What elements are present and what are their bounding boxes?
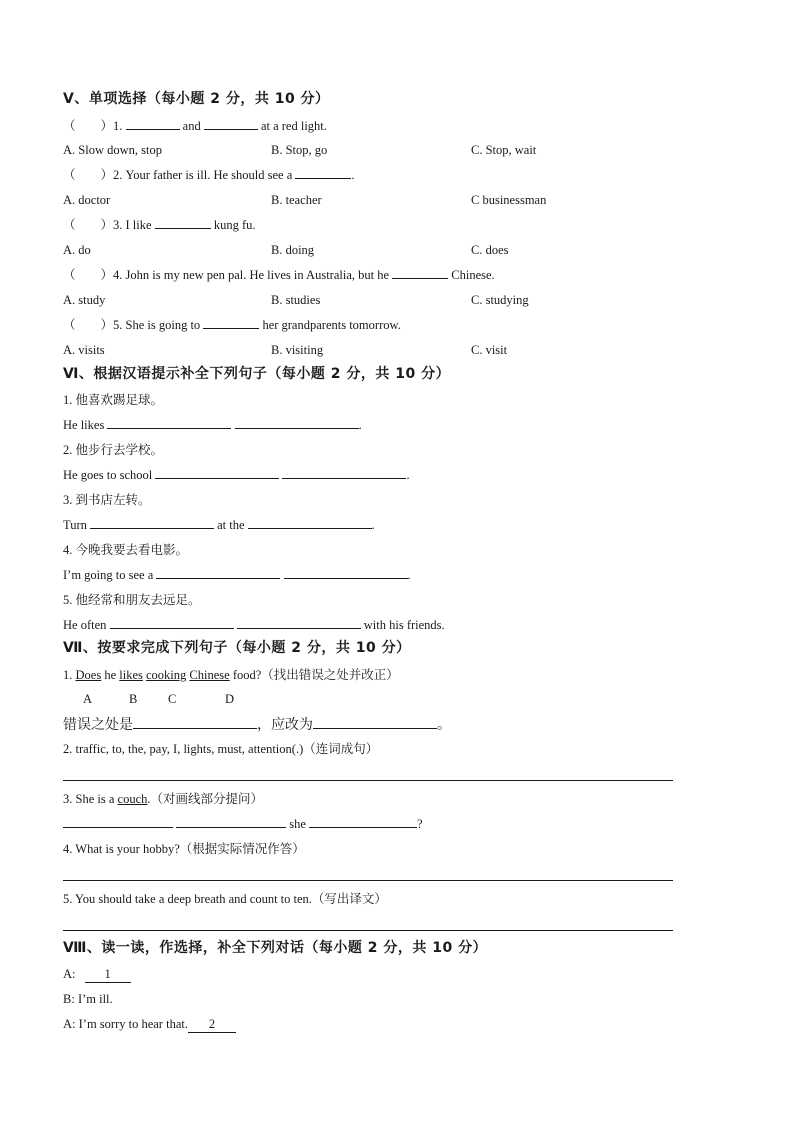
- sentence-text: .: [371, 518, 375, 532]
- question-text: Your father is ill. He should see a: [125, 168, 293, 182]
- answer-line[interactable]: [63, 930, 673, 931]
- section-7-title: Ⅶ、按要求完成下列句子（每小题 2 分，共 10 分）: [63, 640, 411, 656]
- question-number: 2.: [113, 168, 123, 182]
- option-c: C. Stop, wait: [471, 143, 537, 157]
- s5-question-1: [63, 118, 327, 134]
- underlined-word-a: Does: [75, 668, 102, 682]
- answer-text: she: [289, 817, 306, 831]
- s6-chinese-2: 2. 他步行去学校。: [63, 443, 164, 457]
- period: 。: [437, 718, 451, 733]
- s8-dialog-line-1: [63, 966, 131, 983]
- answer-blank[interactable]: [133, 717, 257, 729]
- answer-blank[interactable]: [107, 417, 231, 429]
- dialog-text: I’m ill.: [77, 992, 113, 1006]
- numbered-blank[interactable]: 1: [85, 966, 131, 983]
- s6-chinese-5: 5. 他经常和朋友去远足。: [63, 593, 201, 607]
- answer-blank[interactable]: [155, 467, 279, 479]
- option-b: B. studies: [271, 293, 321, 307]
- sentence-text: He likes: [63, 418, 105, 432]
- answer-blank[interactable]: [295, 167, 351, 179]
- sentence-text: with his friends.: [363, 618, 445, 632]
- option-c: C. studying: [471, 293, 529, 307]
- s5-question-4: [63, 267, 495, 283]
- answer-blank[interactable]: [203, 317, 259, 329]
- option-b: B. Stop, go: [271, 143, 328, 157]
- s7-question-1: [63, 667, 399, 683]
- s6-chinese-4: 4. 今晚我要去看电影。: [63, 543, 189, 557]
- s7-q1-answer: [63, 717, 451, 734]
- answer-blank[interactable]: [204, 118, 258, 130]
- s8-dialog-line-3: [63, 1016, 236, 1033]
- section-5-title: Ⅴ、单项选择（每小题 2 分，共 10 分）: [63, 91, 330, 107]
- question-text: Chinese.: [451, 268, 495, 282]
- sentence-text: I’m going to see a: [63, 568, 154, 582]
- underlined-word-b: likes: [119, 668, 143, 682]
- option-a: A. study: [63, 293, 106, 307]
- s7-question-5: 5. You should take a deep breath and count to ten.（写出译文）: [63, 892, 387, 906]
- s7-question-4: 4. What is your hobby?（根据实际情况作答）: [63, 842, 305, 856]
- sentence-text: at the: [217, 518, 245, 532]
- sentence-text: .: [358, 418, 362, 432]
- s5-question-5: [63, 317, 401, 333]
- option-a: A. visits: [63, 343, 105, 357]
- s5-question-2: [63, 167, 355, 183]
- answer-blank[interactable]: [392, 267, 448, 279]
- answer-blank[interactable]: [126, 118, 180, 130]
- s6-sentence-4: [63, 567, 411, 583]
- sentence-text: Turn: [63, 518, 87, 532]
- question-text: kung fu.: [213, 218, 256, 232]
- option-a: A. Slow down, stop: [63, 143, 162, 157]
- s6-sentence-5: [63, 617, 445, 633]
- answer-blank[interactable]: [176, 816, 286, 828]
- section-6-title: Ⅵ、根据汉语提示补全下列句子（每小题 2 分，共 10 分）: [63, 366, 451, 382]
- option-c: C businessman: [471, 193, 547, 207]
- sentence-text: .: [406, 468, 410, 482]
- answer-blank[interactable]: [63, 816, 173, 828]
- question-text: .: [351, 168, 355, 182]
- s6-chinese-3: 3. 到书店左转。: [63, 493, 151, 507]
- answer-blank[interactable]: [284, 567, 408, 579]
- letter-c: C: [168, 692, 177, 706]
- option-c: C. does: [471, 243, 509, 257]
- speaker-label: A:: [63, 1017, 76, 1031]
- question-text: food?（找出错误之处并改正）: [232, 668, 399, 682]
- answer-line[interactable]: [63, 780, 673, 781]
- s6-sentence-1: [63, 417, 362, 433]
- answer-blank[interactable]: [313, 717, 437, 729]
- answer-blank[interactable]: [248, 517, 372, 529]
- speaker-label: B:: [63, 992, 75, 1006]
- s8-dialog-line-2: [63, 991, 113, 1007]
- question-number: 1.: [113, 119, 123, 133]
- answer-blank[interactable]: [282, 467, 406, 479]
- question-text: her grandparents tomorrow.: [262, 318, 401, 332]
- answer-paren: （ ）: [63, 268, 114, 282]
- s7-question-2: 2. traffic, to, the, pay, I, lights, must, attention(.)（连词成句）: [63, 742, 379, 756]
- section-8-title: Ⅷ、读一读，作选择，补全下列对话（每小题 2 分，共 10 分）: [63, 940, 488, 956]
- option-c: C. visit: [471, 343, 508, 357]
- question-text: and: [182, 119, 201, 133]
- question-text: I like: [125, 218, 152, 232]
- answer-paren: （ ）: [63, 318, 114, 332]
- option-b: B. teacher: [271, 193, 322, 207]
- answer-blank[interactable]: [309, 816, 417, 828]
- underlined-word: couch: [117, 792, 148, 806]
- s6-chinese-1: 1. 他喜欢踢足球。: [63, 393, 164, 407]
- s5-question-3: [63, 217, 255, 233]
- option-b: B. doing: [271, 243, 315, 257]
- question-number: 1.: [63, 668, 73, 682]
- option-a: A. doctor: [63, 193, 111, 207]
- s7-question-3: [63, 791, 263, 807]
- speaker-label: A:: [63, 967, 76, 981]
- answer-paren: （ ）: [63, 218, 114, 232]
- letter-b: B: [129, 692, 138, 706]
- question-number: 5.: [113, 318, 123, 332]
- answer-line[interactable]: [63, 880, 673, 881]
- fix-label: ，应改为: [257, 718, 313, 733]
- sentence-text: .: [407, 568, 411, 582]
- s7-q3-answer: [63, 816, 423, 832]
- numbered-blank[interactable]: 2: [188, 1016, 236, 1033]
- question-text: at a red light.: [260, 119, 327, 133]
- answer-blank[interactable]: [90, 517, 214, 529]
- question-text: She is going to: [125, 318, 201, 332]
- answer-blank[interactable]: [156, 567, 280, 579]
- sentence-text: He goes to school: [63, 468, 153, 482]
- answer-paren: （ ）: [63, 168, 114, 182]
- question-text: 3. She is a: [63, 792, 115, 806]
- underlined-word-d: Chinese: [189, 668, 230, 682]
- question-mark: ?: [417, 817, 423, 831]
- underlined-word-c: cooking: [146, 668, 187, 682]
- answer-blank[interactable]: [237, 617, 361, 629]
- answer-blank[interactable]: [235, 417, 359, 429]
- answer-paren: （ ）: [63, 119, 114, 133]
- letter-d: D: [225, 692, 235, 706]
- s6-sentence-3: [63, 517, 375, 533]
- s6-sentence-2: [63, 467, 410, 483]
- question-text: .（对画线部分提问）: [147, 792, 264, 806]
- question-text: John is my new pen pal. He lives in Australia, but he: [125, 268, 390, 282]
- question-number: 3.: [113, 218, 123, 232]
- answer-blank[interactable]: [110, 617, 234, 629]
- error-label: 错误之处是: [63, 718, 133, 733]
- option-a: A. do: [63, 243, 91, 257]
- dialog-text: I’m sorry to hear that.: [78, 1017, 188, 1031]
- question-number: 4.: [113, 268, 123, 282]
- question-text: he: [104, 668, 117, 682]
- answer-blank[interactable]: [155, 217, 211, 229]
- option-b: B. visiting: [271, 343, 324, 357]
- sentence-text: He often: [63, 618, 107, 632]
- letter-a: A: [83, 692, 93, 706]
